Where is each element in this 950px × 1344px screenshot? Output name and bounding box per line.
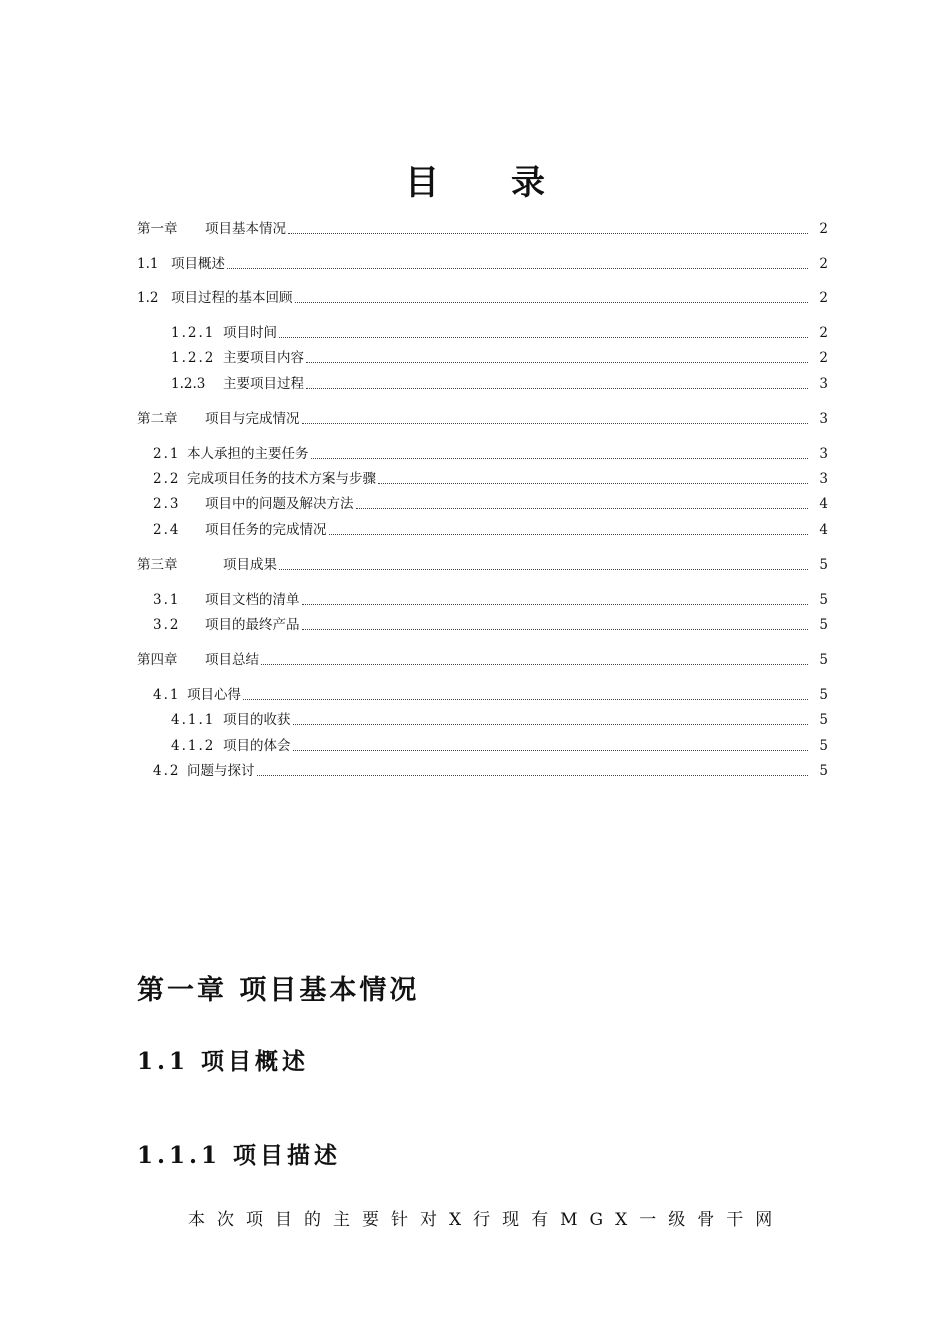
toc-entry-label: 项目时间 bbox=[223, 325, 277, 341]
toc-leader-dots bbox=[293, 723, 809, 725]
toc-entry-label: 项目总结 bbox=[205, 652, 259, 668]
toc-entry-page: 5 bbox=[819, 652, 828, 668]
toc-entry-page: 3 bbox=[819, 471, 828, 487]
body-paragraph: 本次项目的主要针对X行现有MGX一级骨干网 bbox=[188, 1210, 785, 1230]
toc-leader-dots bbox=[227, 267, 808, 269]
toc-leader-dots bbox=[257, 774, 809, 776]
toc-entry-label: 项目的收获 bbox=[223, 712, 291, 728]
toc-entry-label: 完成项目任务的技术方案与步骤 bbox=[187, 471, 376, 487]
toc-entry-label: 本人承担的主要任务 bbox=[187, 446, 309, 462]
toc-entry-number: 2.4 bbox=[153, 522, 181, 538]
toc-entry-page: 4 bbox=[819, 522, 828, 538]
toc-entry-page: 5 bbox=[819, 763, 828, 779]
toc-entry[interactable] bbox=[137, 711, 828, 729]
toc-entry[interactable] bbox=[137, 521, 828, 539]
chapter-heading: 第一章 项目基本情况 bbox=[137, 975, 420, 1006]
toc-leader-dots bbox=[311, 457, 809, 459]
toc-entry[interactable] bbox=[137, 737, 828, 755]
toc-entry-page: 2 bbox=[819, 221, 828, 237]
toc-entry-number: 4.1 bbox=[153, 687, 181, 703]
toc-entry[interactable] bbox=[137, 375, 828, 393]
toc-entry-page: 3 bbox=[819, 411, 828, 427]
toc-entry-page: 5 bbox=[819, 687, 828, 703]
toc-entry-label: 主要项目过程 bbox=[223, 376, 304, 392]
toc-entry-number: 2.2 bbox=[153, 471, 181, 487]
toc-leader-dots bbox=[295, 301, 809, 303]
toc-entry-number: 第三章 bbox=[137, 557, 178, 573]
toc-entry-label: 项目的体会 bbox=[223, 738, 291, 754]
toc-entry[interactable] bbox=[137, 591, 828, 609]
toc-leader-dots bbox=[302, 603, 809, 605]
toc-entry-number: 4.2 bbox=[153, 763, 181, 779]
toc-entry-page: 5 bbox=[819, 712, 828, 728]
toc-entry-number: 1.2.3 bbox=[171, 376, 206, 392]
toc-entry-label: 项目的最终产品 bbox=[205, 617, 300, 633]
toc-entry[interactable] bbox=[137, 324, 828, 342]
toc-entry-number: 1.2 bbox=[137, 290, 159, 306]
toc-leader-dots bbox=[279, 336, 808, 338]
toc-entry[interactable] bbox=[137, 445, 828, 463]
toc-entry[interactable] bbox=[137, 616, 828, 634]
toc-entry-page: 2 bbox=[819, 350, 828, 366]
toc-entry-page: 5 bbox=[819, 592, 828, 608]
toc-entry[interactable] bbox=[137, 470, 828, 488]
toc-entry[interactable] bbox=[137, 651, 828, 669]
toc-entry-number: 4.1.2 bbox=[171, 738, 216, 754]
toc-entry[interactable] bbox=[137, 349, 828, 367]
toc-entry-number: 2.1 bbox=[153, 446, 181, 462]
toc-entry[interactable] bbox=[137, 410, 828, 428]
toc-entry[interactable] bbox=[137, 762, 828, 780]
toc-entry-number: 第四章 bbox=[137, 652, 178, 668]
toc-entry[interactable] bbox=[137, 556, 828, 574]
toc-leader-dots bbox=[329, 533, 809, 535]
toc-title-char-2: 录 bbox=[511, 163, 545, 203]
toc-entry-number: 1.2.2 bbox=[171, 350, 216, 366]
toc-leader-dots bbox=[243, 698, 808, 700]
toc-entry-page: 5 bbox=[819, 557, 828, 573]
toc-entry-label: 项目基本情况 bbox=[205, 221, 286, 237]
toc-entry-label: 问题与探讨 bbox=[187, 763, 255, 779]
toc-title bbox=[0, 155, 950, 204]
toc-leader-dots bbox=[279, 568, 808, 570]
toc-entry-label: 主要项目内容 bbox=[223, 350, 304, 366]
toc-entry-page: 3 bbox=[819, 446, 828, 462]
toc-leader-dots bbox=[378, 482, 808, 484]
toc-entry[interactable] bbox=[137, 495, 828, 513]
toc-leader-dots bbox=[306, 361, 808, 363]
toc-entry-number: 第一章 bbox=[137, 221, 178, 237]
toc-entry-number: 4.1.1 bbox=[171, 712, 216, 728]
toc-entry-page: 5 bbox=[819, 617, 828, 633]
toc-entry[interactable] bbox=[137, 220, 828, 238]
toc-entry-label: 项目任务的完成情况 bbox=[205, 522, 327, 538]
toc-title-char-1: 目 bbox=[405, 163, 439, 203]
toc-entry-page: 2 bbox=[819, 256, 828, 272]
toc-entry-page: 5 bbox=[819, 738, 828, 754]
toc-entry-number: 2.3 bbox=[153, 496, 181, 512]
toc-entry[interactable] bbox=[137, 255, 828, 273]
toc-entry-label: 项目与完成情况 bbox=[205, 411, 300, 427]
toc-entry[interactable] bbox=[137, 289, 828, 307]
toc-leader-dots bbox=[293, 749, 809, 751]
toc-entry-page: 3 bbox=[819, 376, 828, 392]
toc-leader-dots bbox=[356, 507, 809, 509]
subsection-heading: 1.1.1 项目描述 bbox=[137, 1142, 342, 1169]
toc-leader-dots bbox=[306, 387, 808, 389]
toc-entry-number: 3.1 bbox=[153, 592, 181, 608]
toc-entry-label: 项目心得 bbox=[187, 687, 241, 703]
toc-entry-page: 2 bbox=[819, 325, 828, 341]
toc-entry-number: 1.1 bbox=[137, 256, 159, 272]
toc-entry-label: 项目成果 bbox=[223, 557, 277, 573]
toc-entry-number: 第二章 bbox=[137, 411, 178, 427]
toc-entry-number: 3.2 bbox=[153, 617, 181, 633]
toc-entry-number: 1.2.1 bbox=[171, 325, 216, 341]
toc-entry-label: 项目概述 bbox=[171, 256, 225, 272]
toc-leader-dots bbox=[261, 663, 808, 665]
toc-entry-page: 4 bbox=[819, 496, 828, 512]
toc-entry[interactable] bbox=[137, 686, 828, 704]
toc-entry-label: 项目中的问题及解决方法 bbox=[205, 496, 354, 512]
toc-entry-label: 项目过程的基本回顾 bbox=[171, 290, 293, 306]
section-heading: 1.1 项目概述 bbox=[137, 1048, 310, 1075]
toc-leader-dots bbox=[302, 628, 809, 630]
toc-entry-page: 2 bbox=[819, 290, 828, 306]
toc-leader-dots bbox=[288, 232, 808, 234]
toc-leader-dots bbox=[302, 422, 809, 424]
toc-entry-label: 项目文档的清单 bbox=[205, 592, 300, 608]
